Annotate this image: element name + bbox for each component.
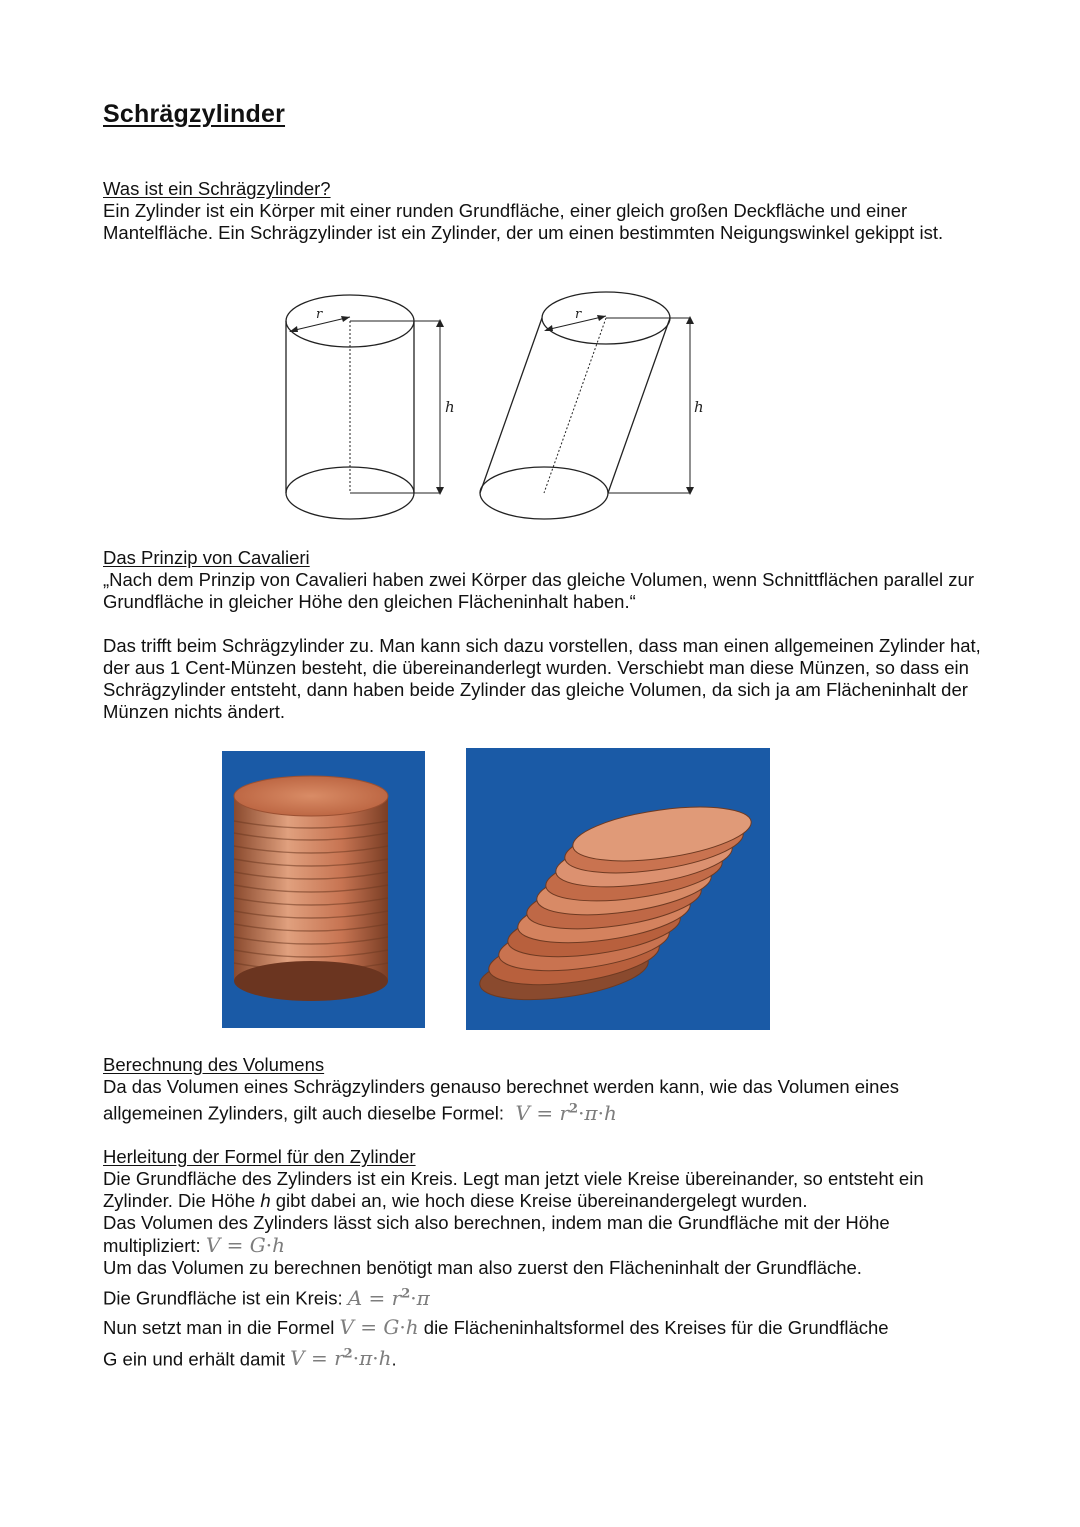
derivation-line-3: Um das Volumen zu berechnen benötigt man also zuerst den Flächeninhalt der Grundfläche.: [103, 1257, 862, 1278]
derivation-line-6: G ein und erhält damit $V = r^2\cdot\pi\cdot h$.: [103, 1346, 397, 1371]
section-heading-cavalieri: Das Prinzip von Cavalieri: [103, 547, 310, 568]
height-label-2: h: [694, 398, 704, 416]
page-title: Schrägzylinder: [103, 100, 286, 128]
formula-v-gh: V = G·h: [205, 1233, 285, 1257]
photo-straight-coin-stack: [222, 751, 425, 1028]
section-heading-volume: Berechnung des Volumens: [103, 1054, 325, 1075]
section-cavalieri: [103, 547, 983, 723]
photo-slanted-coin-stack: [466, 748, 770, 1030]
cavalieri-quote: „Nach dem Prinzip von Cavalieri haben zwei Körper das gleiche Volumen, wenn Schnittflächen parallel zur Grundfläche in gleicher Höhe den gleichen Flächeninhalt haben.“: [103, 569, 974, 612]
volume-formula: $V = r^2\cdot\pi\cdot h$: [509, 1100, 617, 1125]
formula-final: $V = r^2\cdot\pi\cdot h$: [290, 1346, 392, 1371]
formula-circle-area: $A = r^2\cdot\pi$: [347, 1285, 430, 1310]
volume-text-body: Da das Volumen eines Schrägzylinders genauso berechnet werden kann, wie das Volumen eines allgemeinen Zylinders, gilt auch dieselbe Formel:: [103, 1076, 899, 1124]
volume-text: [103, 1076, 983, 1125]
section-what-is: [103, 178, 983, 244]
cavalieri-text: Das trifft beim Schrägzylinder zu. Man kann sich dazu vorstellen, dass man einen allgemeinen Zylinder hat, der aus 1 Cent-Münzen besteht, die übereinanderlegt wurden. Verschiebt man diese Münzen, so dass ein Schrägzylinder entsteht, dann haben beide Zylinder das gleiche Volumen, da sich ja am Flächeninhalt der Münzen nichts ändert.: [103, 635, 981, 722]
formula-v-gh-2: V = G·h: [339, 1314, 419, 1339]
section-heading-what-is: Was ist ein Schrägzylinder?: [103, 178, 331, 199]
cylinder-diagram: [270, 285, 710, 525]
height-label-1: h: [445, 398, 455, 416]
radius-label-1: r: [316, 307, 323, 322]
derivation-line-4: Die Grundfläche ist ein Kreis: $A = r^2\cdot\pi$: [103, 1285, 430, 1310]
definition-text: Ein Zylinder ist ein Körper mit einer runden Grundfläche, einer gleich großen Deckfläche und einer Mantelfläche. Ein Schrägzylinder ist ein Zylinder, der um einen bestimmten Neigungswinkel gekippt ist.: [103, 200, 944, 243]
section-derivation: [103, 1146, 983, 1370]
radius-label-2: r: [575, 307, 582, 322]
section-heading-derivation: Herleitung der Formel für den Zylinder: [103, 1146, 416, 1167]
section-volume: [103, 1054, 983, 1125]
derivation-line-1: Die Grundfläche des Zylinders ist ein Kreis. Legt man jetzt viele Kreise übereinander, so entsteht ein Zylinder. Die Höhe h gibt dabei an, wie hoch diese Kreise übereinandergelegt wurden.: [103, 1168, 924, 1211]
derivation-line-2: Das Volumen des Zylinders lässt sich also berechnen, indem man die Grundfläche mit der Höhe multipliziert: V = G·h: [103, 1212, 890, 1257]
derivation-line-5: Nun setzt man in die Formel V = G·h die Flächeninhaltsformel des Kreises für die Grundfläche: [103, 1314, 889, 1339]
